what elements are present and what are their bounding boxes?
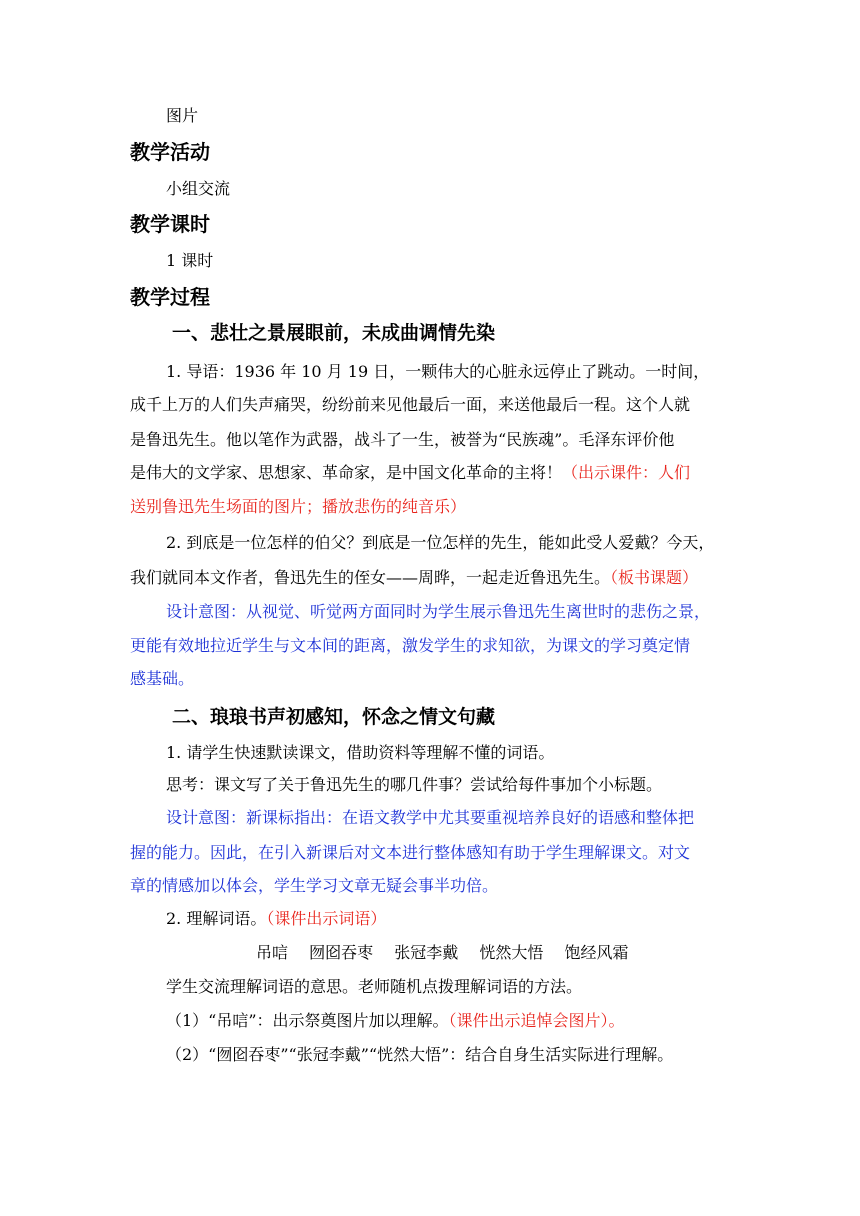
part2-design-line2: 握的能力。因此，在引入新课后对文本进行整体感知有助于学生理解课文。对文 [130,843,691,862]
part1-heading: 一、悲壮之景展眼前，未成曲调情先染 [172,322,496,344]
vocab-list [256,941,644,965]
part1-design-line3: 感基础。 [130,669,195,688]
part2-design-line3: 章的情感加以体会，学生学习文章无疑会事半功倍。 [130,876,499,895]
section-title-process: 教学过程 [130,285,210,309]
vocab-item: 囫囵吞枣 [309,943,374,962]
section-body-activity: 小组交流 [166,179,231,198]
part1-p2-line2 [130,566,698,590]
part1-board-title-note: （板书课题） [610,568,699,587]
part2-exchange: 学生交流理解词语的意思。老师随机点拨理解词语的方法。 [166,977,583,996]
vocab-item: 张冠李戴 [394,943,459,962]
part2-heading: 二、琅琅书声初感知，怀念之情文句藏 [172,706,496,728]
part1-design-line2: 更能有效地拉近学生与文本间的距离，激发学生的求知欲，为课文的学习奠定情 [130,636,691,655]
part2-p1: 1. 请学生快速默读课文，借助资料等理解不懂的词语。 [166,743,555,762]
part2-memorial-note: （课件出示追悼会图片）。 [448,1011,625,1030]
part2-item1 [166,1009,625,1033]
materials-item: 图片 [166,106,199,125]
part1-p1-line1: 1. 导语：1936 年 10 月 19 日，一颗伟大的心脏永远停止了跳动。一时间， [166,362,710,381]
part1-p1-line4 [130,461,690,485]
part2-p2 [166,907,386,931]
part2-think: 思考：课文写了关于鲁迅先生的哪几件事？尝试给每件事加个小标题。 [166,775,663,794]
vocab-item: 吊唁 [256,943,289,962]
part1-design-line1: 设计意图：从视觉、听觉两方面同时为学生展示鲁迅先生离世时的悲伤之景， [166,602,711,621]
part1-courseware-note-b: 送别鲁迅先生场面的图片；播放悲伤的纯音乐） [130,497,467,516]
section-title-hours: 教学课时 [130,212,210,236]
vocab-item: 饱经风霜 [564,943,629,962]
part2-p2-text: 2. 理解词语。 [166,909,267,928]
part1-p2-line2-text: 我们就同本文作者，鲁迅先生的侄女——周晔，一起走近鲁迅先生。 [130,568,611,587]
part2-item1-text: （1）“吊唁”：出示祭奠图片加以理解。 [166,1011,449,1030]
part2-item2: （2）“囫囵吞枣”“张冠李戴”“恍然大悟”：结合自身生活实际进行理解。 [166,1045,674,1064]
vocab-item: 恍然大悟 [479,943,544,962]
part2-design-line1: 设计意图：新课标指出：在语文教学中尤其要重视培养良好的语感和整体把 [166,808,695,827]
part2-courseware-vocab-note: （课件出示词语） [266,909,387,928]
section-body-hours: 1 课时 [166,251,214,270]
part1-p1-line3: 是鲁迅先生。他以笔作为武器，战斗了一生，被誉为“民族魂”。毛泽东评价他 [130,430,675,449]
part1-courseware-note-a: （出示课件：人们 [562,463,691,482]
part1-p2-line1: 2. 到底是一位怎样的伯父？到底是一位怎样的先生，能如此受人爱戴？今天， [166,533,715,552]
part1-p1-line4-text: 是伟大的文学家、思想家、革命家，是中国文化革命的主将！ [130,463,563,482]
part1-p1-line2: 成千上万的人们失声痛哭，纷纷前来见他最后一面，来送他最后一程。这个人就 [130,395,691,414]
section-title-activity: 教学活动 [130,140,210,164]
